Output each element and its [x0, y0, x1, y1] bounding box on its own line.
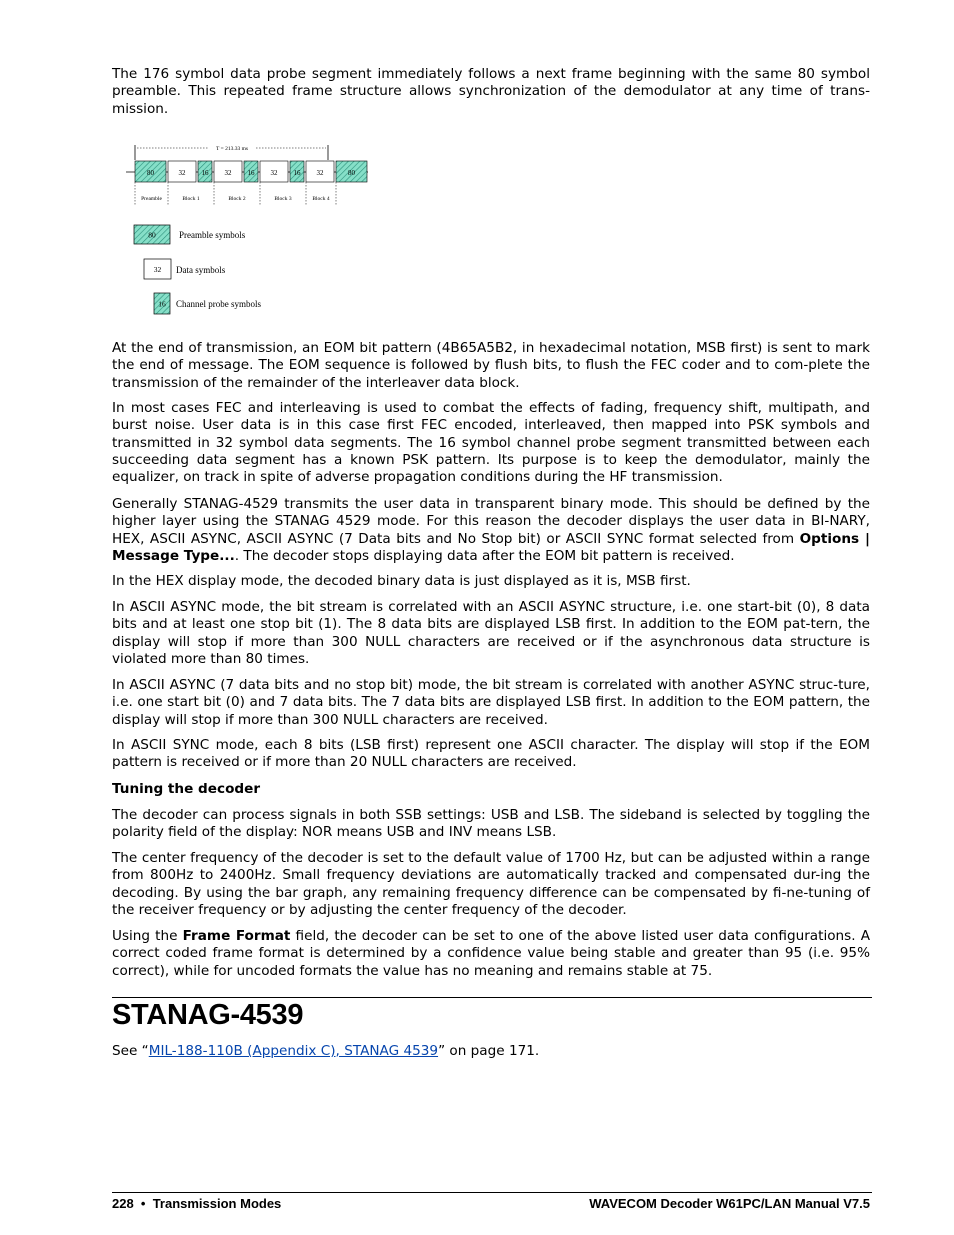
intro-paragraph: The 176 symbol data probe segment immediately follows a next frame beginning with the same 80 symbol preamble. This repeated frame structure allows synchronization of the demodulator at any time of trans-mission. — [112, 66, 870, 117]
menu-path: Options | Message Type... — [112, 530, 871, 564]
frame-cell-label: 32 — [178, 169, 186, 177]
legend-swatch-label: 80 — [148, 230, 156, 240]
frame-cell-label: 80 — [147, 169, 154, 177]
eom-paragraph: At the end of transmission, an EOM bit pattern (4B65A5B2, in hexadecimal notation, MSB first) is sent to mark the end of message. The EOM sequence is followed by flush bits, to flush the FEC coder and to com-plete the transmission of the remainder of the interleaver data block. — [112, 340, 870, 391]
see-reference — [112, 1043, 870, 1060]
frame-cell-label: 80 — [348, 169, 355, 177]
block-label: Block 1 — [182, 196, 200, 202]
block-label: Block 4 — [312, 196, 330, 202]
footer-rule — [112, 1192, 872, 1193]
frame-cell-label: 32 — [270, 169, 278, 177]
frame-cell-label: 16 — [201, 169, 209, 177]
legend-label: Data symbols — [176, 265, 226, 275]
period-label: T = 213.33 ms — [215, 146, 249, 152]
legend-swatch-label: 32 — [153, 265, 162, 274]
block-label: Block 2 — [228, 196, 246, 202]
footer-right: WAVECOM Decoder W61PC/LAN Manual V7.5 — [589, 1196, 870, 1211]
footer-left: 228 • Transmission Modes — [112, 1196, 282, 1211]
block-label: Block 3 — [274, 196, 292, 202]
hex-paragraph: In the HEX display mode, the decoded binary data is just displayed as it is, MSB first. — [112, 573, 691, 589]
frame-structure-diagram — [0, 0, 954, 330]
see-text-end: ” on page 171. — [438, 1043, 540, 1059]
legend-label: Preamble symbols — [179, 230, 246, 240]
section-title: STANAG-4539 — [112, 999, 304, 1031]
tuning-heading: Tuning the decoder — [112, 781, 261, 797]
frame-cell-label: 32 — [316, 169, 324, 177]
ascii-async-paragraph: In ASCII ASYNC mode, the bit stream is correlated with an ASCII ASYNC structure, i.e. one start-bit (0), 8 data bits and at least one stop bit (1). The 8 data bits are displayed LSB first. In addition to the EOM pat-tern, the display will stop if more than 300 NULL characters are received or if the asynchronous data structure is violated more than 80 times. — [112, 599, 870, 667]
frame-cell-label: 16 — [293, 169, 301, 177]
legend-swatch-label: 16 — [158, 299, 166, 309]
generally-text: Generally STANAG-4529 transmits the user data in transparent binary mode. This should be defined by the higher layer using the STANAG 4529 mode. For this reason the decoder displays the user data in BI-NARY, HEX, ASCII ASYNC, ASCII ASYNC (7 Data bits and No Stop bit) or ASCII SYNC format selected from — [112, 496, 870, 547]
frame-cell-label: 32 — [224, 169, 232, 177]
frame-format-text: Using the — [112, 928, 183, 944]
frame-format-paragraph — [112, 928, 870, 980]
section-rule — [112, 997, 872, 998]
center-freq-paragraph: The center frequency of the decoder is set to the default value of 1700 Hz, but can be adjusted within a range from 800Hz to 2400Hz. Small frequency deviations are automatically tracked and compensated dur-ing the decoding. By using the bar graph, any remaining frequency difference can be compensated by fi-ne-tuning of the receiver frequency or by adjusting the center frequency of the decoder. — [112, 850, 870, 918]
generally-paragraph — [112, 496, 870, 565]
block-label: Preamble — [141, 196, 162, 202]
frame-cell-label: 16 — [247, 169, 255, 177]
legend-label: Channel probe symbols — [176, 299, 261, 309]
frame-format-field: Frame Format — [182, 928, 291, 944]
fec-paragraph: In most cases FEC and interleaving is used to combat the effects of fading, frequency shift, multipath, and burst noise. User data is in this case first FEC encoded, interleaved, then mapped into PSK symbols and transmitted in 32 symbol data segments. The 16 symbol channel probe segment transmitted between each succeeding data segment has a known PSK pattern. Its purpose is to keep the demodulator, mainly the equalizer, on track in spite of adverse propagation conditions during the HF transmission. — [112, 400, 870, 486]
ascii-async7-paragraph: In ASCII ASYNC (7 data bits and no stop bit) mode, the bit stream is correlated with another ASYNC struc-ture, i.e. one start bit (0) and 7 data bits. The 7 data bits are displayed LSB first. In addition to the EOM pattern, the display will stop if more than 300 NULL characters are received. — [112, 677, 870, 728]
see-text: See “ — [112, 1043, 149, 1059]
ascii-sync-paragraph: In ASCII SYNC mode, each 8 bits (LSB first) represent one ASCII character. The display will stop if the EOM pattern is received or if more than 20 NULL characters are received. — [112, 737, 870, 771]
generally-text-end: . The decoder stops displaying data after the EOM bit pattern is received. — [234, 547, 735, 564]
frame-format-text-end: field, the decoder can be set to one of the above listed user data configurations. A correct coded frame format is determined by a confidence value being stable and greater than 95 (i.e. 95% correct), while for uncoded formats the value has no meaning and remains stable at 75. — [112, 928, 870, 979]
stanag-4539-link[interactable]: MIL-188-110B (Appendix C), STANAG 4539 — [148, 1043, 439, 1059]
ssb-paragraph: The decoder can process signals in both SSB settings: USB and LSB. The sideband is selected by toggling the polarity field of the display: NOR means USB and INV means LSB. — [112, 807, 870, 841]
